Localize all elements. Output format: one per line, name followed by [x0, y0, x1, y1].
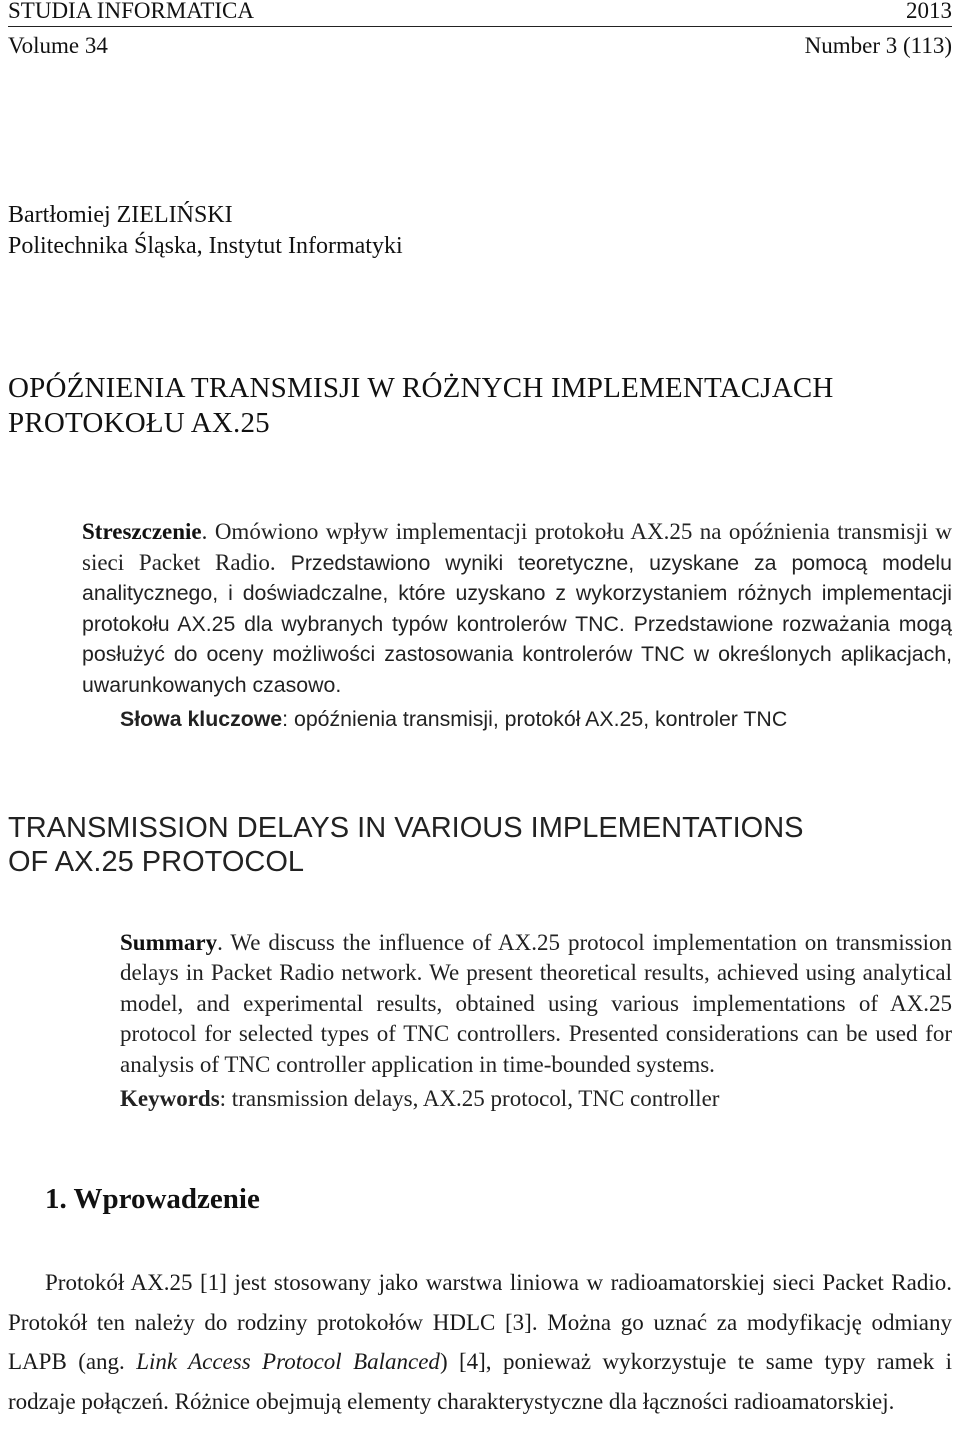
journal-number: Number 3 (113)	[804, 33, 952, 58]
running-header-top	[8, 0, 952, 25]
abstract-en-label: Summary	[120, 930, 218, 955]
author-name: Bartłomiej ZIELIŃSKI	[8, 202, 233, 228]
keywords-polish	[120, 704, 787, 734]
header-rule	[8, 26, 952, 27]
keywords-en-label: Keywords	[120, 1086, 220, 1111]
title-pl-line-2: PROTOKOŁU AX.25	[8, 407, 270, 439]
paper-title-english	[8, 811, 952, 879]
abstract-pl-label: Streszczenie	[82, 519, 202, 544]
journal-name: STUDIA INFORMATICA	[8, 0, 254, 23]
journal-year: 2013	[906, 0, 952, 23]
running-header-bottom	[8, 32, 952, 60]
intro-text-end: ) [4], ponieważ wykorzystuje te same typy ramek i rodzaje połączeń. Różnice obejmują elementy charakterystyczne dla łączności radioamatorskiej.	[8, 1349, 952, 1414]
title-pl-line-1: OPÓŹNIENIA TRANSMISJI W RÓŻNYCH IMPLEMENTACJACH	[8, 372, 834, 404]
keywords-pl-text: : opóźnienia transmisji, protokół AX.25, kontroler TNC	[282, 707, 788, 731]
keywords-english	[120, 1084, 719, 1114]
abstract-pl-body: Przedstawiono wyniki teoretyczne, uzyskane za pomocą modelu analitycznego, i doświadczalne, które uzyskano z wykorzystaniem różnych implementacji protokołu AX.25 dla wybranych typów kontrolerów TNC. Przedstawione rozważania mogą posłużyć do oceny możliwości zastosowania kontrolerów TNC w określonych aplikacjach, uwarunkowanych czasowo.	[82, 550, 952, 697]
title-en-line-2: OF AX.25 PROTOCOL	[8, 846, 305, 878]
keywords-en-text: : transmission delays, AX.25 protocol, TNC controller	[219, 1086, 720, 1111]
abstract-english	[120, 928, 952, 1080]
abstract-pl-lead: . Omówiono wpływ implementacji protokołu AX.25 na opóźnienia transmisji w sieci Packet Radio.	[82, 519, 952, 575]
author-affiliation: Politechnika Śląska, Instytut Informatyki	[8, 233, 403, 259]
keywords-pl-label: Słowa kluczowe	[120, 707, 283, 731]
title-en-line-1: TRANSMISSION DELAYS IN VARIOUS IMPLEMENTATIONS	[8, 812, 804, 844]
abstract-en-text: . We discuss the influence of AX.25 protocol implementation on transmission delays in Packet Radio network. We present theoretical results, achieved using analytical model, and experimental results, obtained using various implementations of AX.25 protocol for selected types of TNC controllers. Presented considerations can be used for analysis of TNC controller application in time-bounded systems.	[120, 930, 952, 1077]
intro-paragraph	[8, 1263, 952, 1421]
author-block	[8, 200, 403, 262]
abstract-polish	[82, 517, 952, 700]
paper-title-polish	[8, 371, 952, 441]
section-heading: 1. Wprowadzenie	[45, 1183, 260, 1215]
intro-text-start: Protokół AX.25 [1] jest stosowany jako warstwa liniowa w radioamatorskiej sieci Packet Radio. Protokół ten należy do rodziny protokołów HDLC [3]. Można go uznać za modyfikację odmiany LAPB (ang.	[8, 1270, 952, 1375]
intro-text-italic: Link Access Protocol Balanced	[136, 1349, 440, 1375]
journal-volume: Volume 34	[8, 33, 108, 58]
